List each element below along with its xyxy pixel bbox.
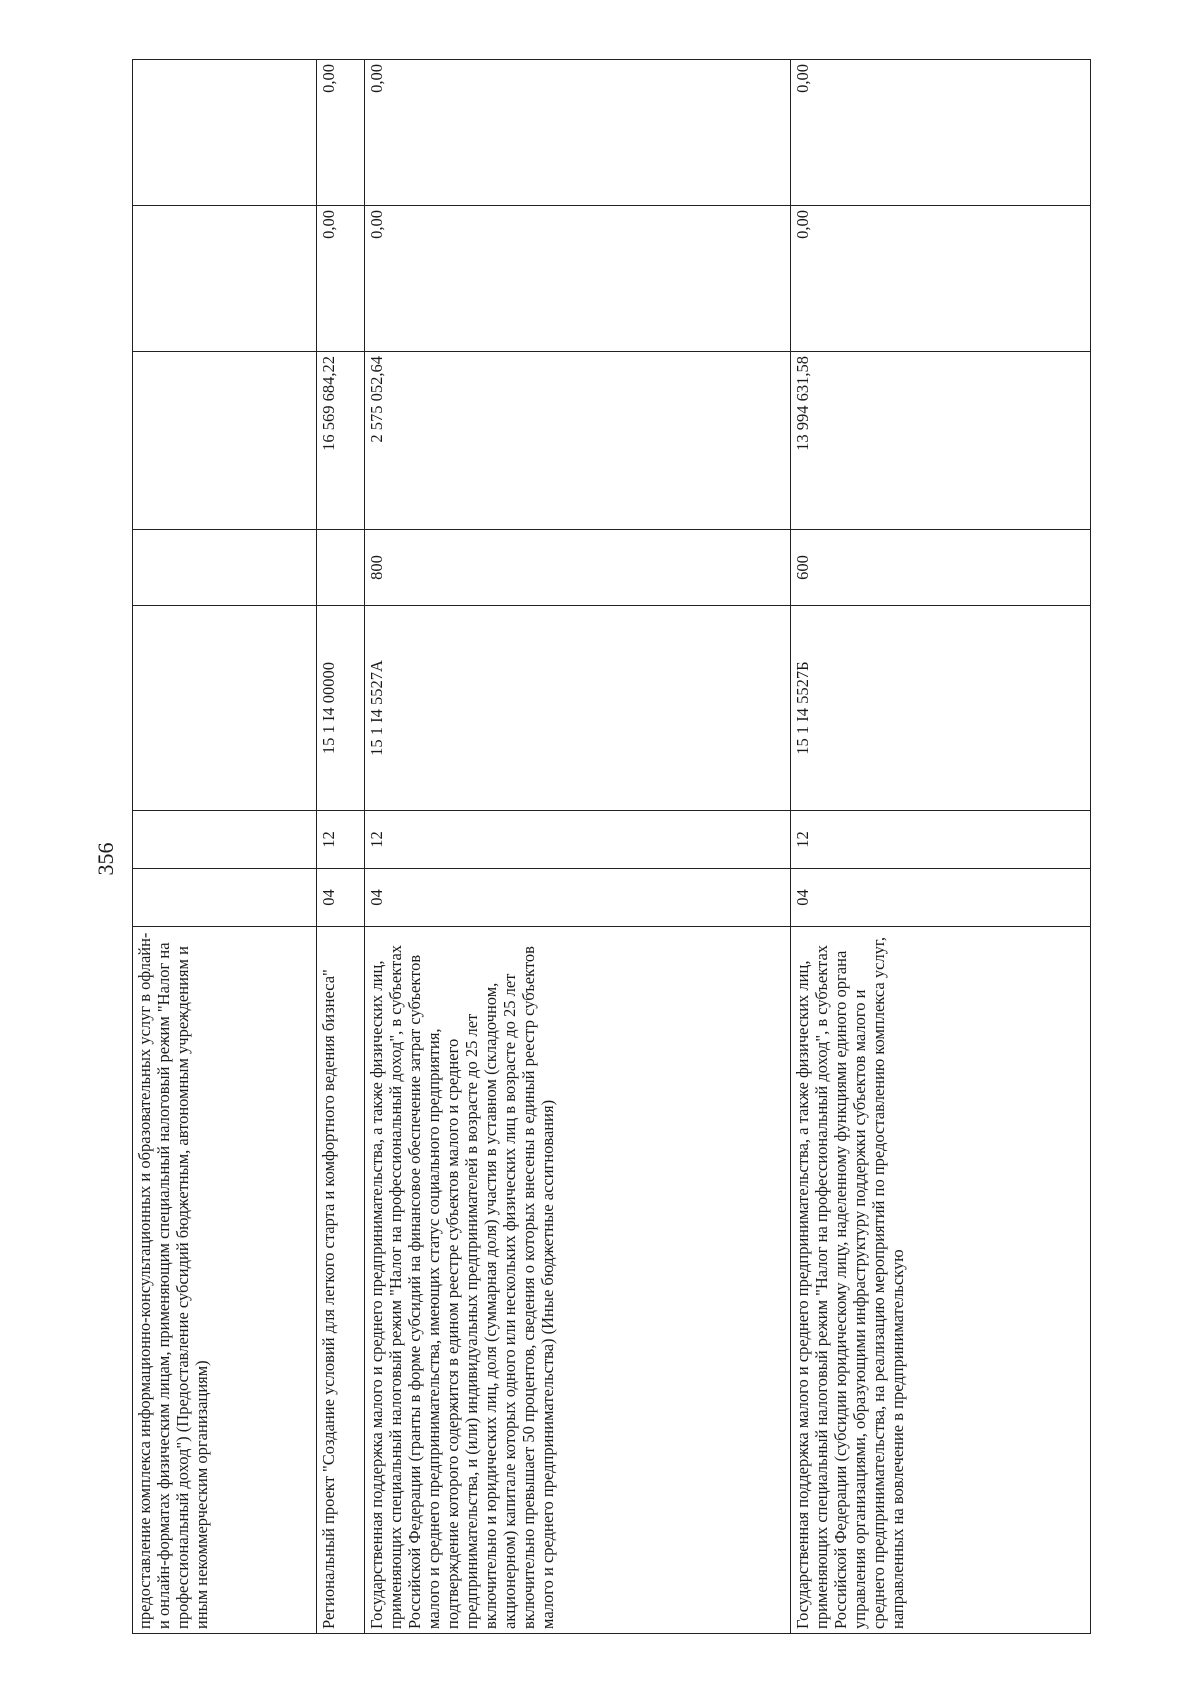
- table-row: [791, 60, 1091, 1634]
- target-article-cell: 15 1 I4 00000: [317, 606, 365, 811]
- table-row: [317, 60, 365, 1634]
- budget-table-container: [132, 60, 1090, 1634]
- target-article-cell: [133, 606, 317, 811]
- page-number: 356: [93, 842, 118, 876]
- amount-year2-cell: 0,00: [791, 206, 1091, 352]
- amount-year3-cell: 0,00: [317, 60, 365, 206]
- amount-year3-cell: 0,00: [365, 60, 791, 206]
- amount-year2-cell: 0,00: [365, 206, 791, 352]
- amount-year2-cell: 0,00: [317, 206, 365, 352]
- expense-type-cell: [133, 530, 317, 606]
- amount-year1-cell: 13 994 631,58: [791, 352, 1091, 530]
- row-name-cell: предоставление комплекса информационно-консультационных и образовательных услуг в офлайн- и онлайн-форматах физическим лицам, применяющим специальный налоговый режим "Налог на профессиональный доход") (Предоставление субсидий бюджетным, автономным учреждениям и иным некоммерческим организациям): [133, 927, 317, 1634]
- row-name-cell: Государственная поддержка малого и среднего предпринимательства, а также физических лиц, применяющих специальный налоговый режим "Налог на профессиональный доход", в субъектах Российской Федерации (гранты в форме субсидий на финансовое обеспечение затрат субъектов малого и среднего предпринимательства, имеющих статус социального предприятия, подтверждение которого содержится в едином реестре субъектов малого и среднего предпринимательства, и (или) индивидуальных предпринимателей в возрасте до 25 лет включительно и юридических лиц, доля (суммарная доля) участия в уставном (складочном, акционерном) капитале которых одного или нескольких физических лиц в возрасте до 25 лет включительно превышает 50 процентов, сведения о которых внесены в единый реестр субъектов малого и среднего предпринимательства) (Иные бюджетные ассигнования): [365, 927, 791, 1634]
- target-article-cell: 15 1 I4 5527Б: [791, 606, 1091, 811]
- subsection-code-cell: 12: [317, 811, 365, 869]
- amount-year3-cell: 0,00: [791, 60, 1091, 206]
- table-row: [133, 60, 317, 1634]
- subsection-code-cell: [133, 811, 317, 869]
- row-name-cell: Региональный проект "Создание условий для легкого старта и комфортного ведения бизнеса": [317, 927, 365, 1634]
- amount-year1-cell: [133, 352, 317, 530]
- subsection-code-cell: 12: [791, 811, 1091, 869]
- section-code-cell: [133, 869, 317, 927]
- expense-type-cell: [317, 530, 365, 606]
- amount-year2-cell: [133, 206, 317, 352]
- amount-year1-cell: 2 575 052,64: [365, 352, 791, 530]
- expense-type-cell: 800: [365, 530, 791, 606]
- section-code-cell: 04: [791, 869, 1091, 927]
- row-name-cell: Государственная поддержка малого и среднего предпринимательства, а также физических лиц, применяющих специальный налоговый режим "Налог на профессиональный доход", в субъектах Российской Федерации (субсидии юридическому лицу, наделенному функциями единого органа управления организациями, образующими инфраструктуру поддержки субъектов малого и среднего предпринимательства, на реализацию мероприятий по предоставлению комплекса услуг, направленных на вовлечение в предпринимательскую: [791, 927, 1091, 1634]
- table-row: [365, 60, 791, 1634]
- section-code-cell: 04: [317, 869, 365, 927]
- subsection-code-cell: 12: [365, 811, 791, 869]
- amount-year3-cell: [133, 60, 317, 206]
- amount-year1-cell: 16 569 684,22: [317, 352, 365, 530]
- target-article-cell: 15 1 I4 5527А: [365, 606, 791, 811]
- section-code-cell: 04: [365, 869, 791, 927]
- expense-type-cell: 600: [791, 530, 1091, 606]
- budget-table: [132, 59, 1091, 1634]
